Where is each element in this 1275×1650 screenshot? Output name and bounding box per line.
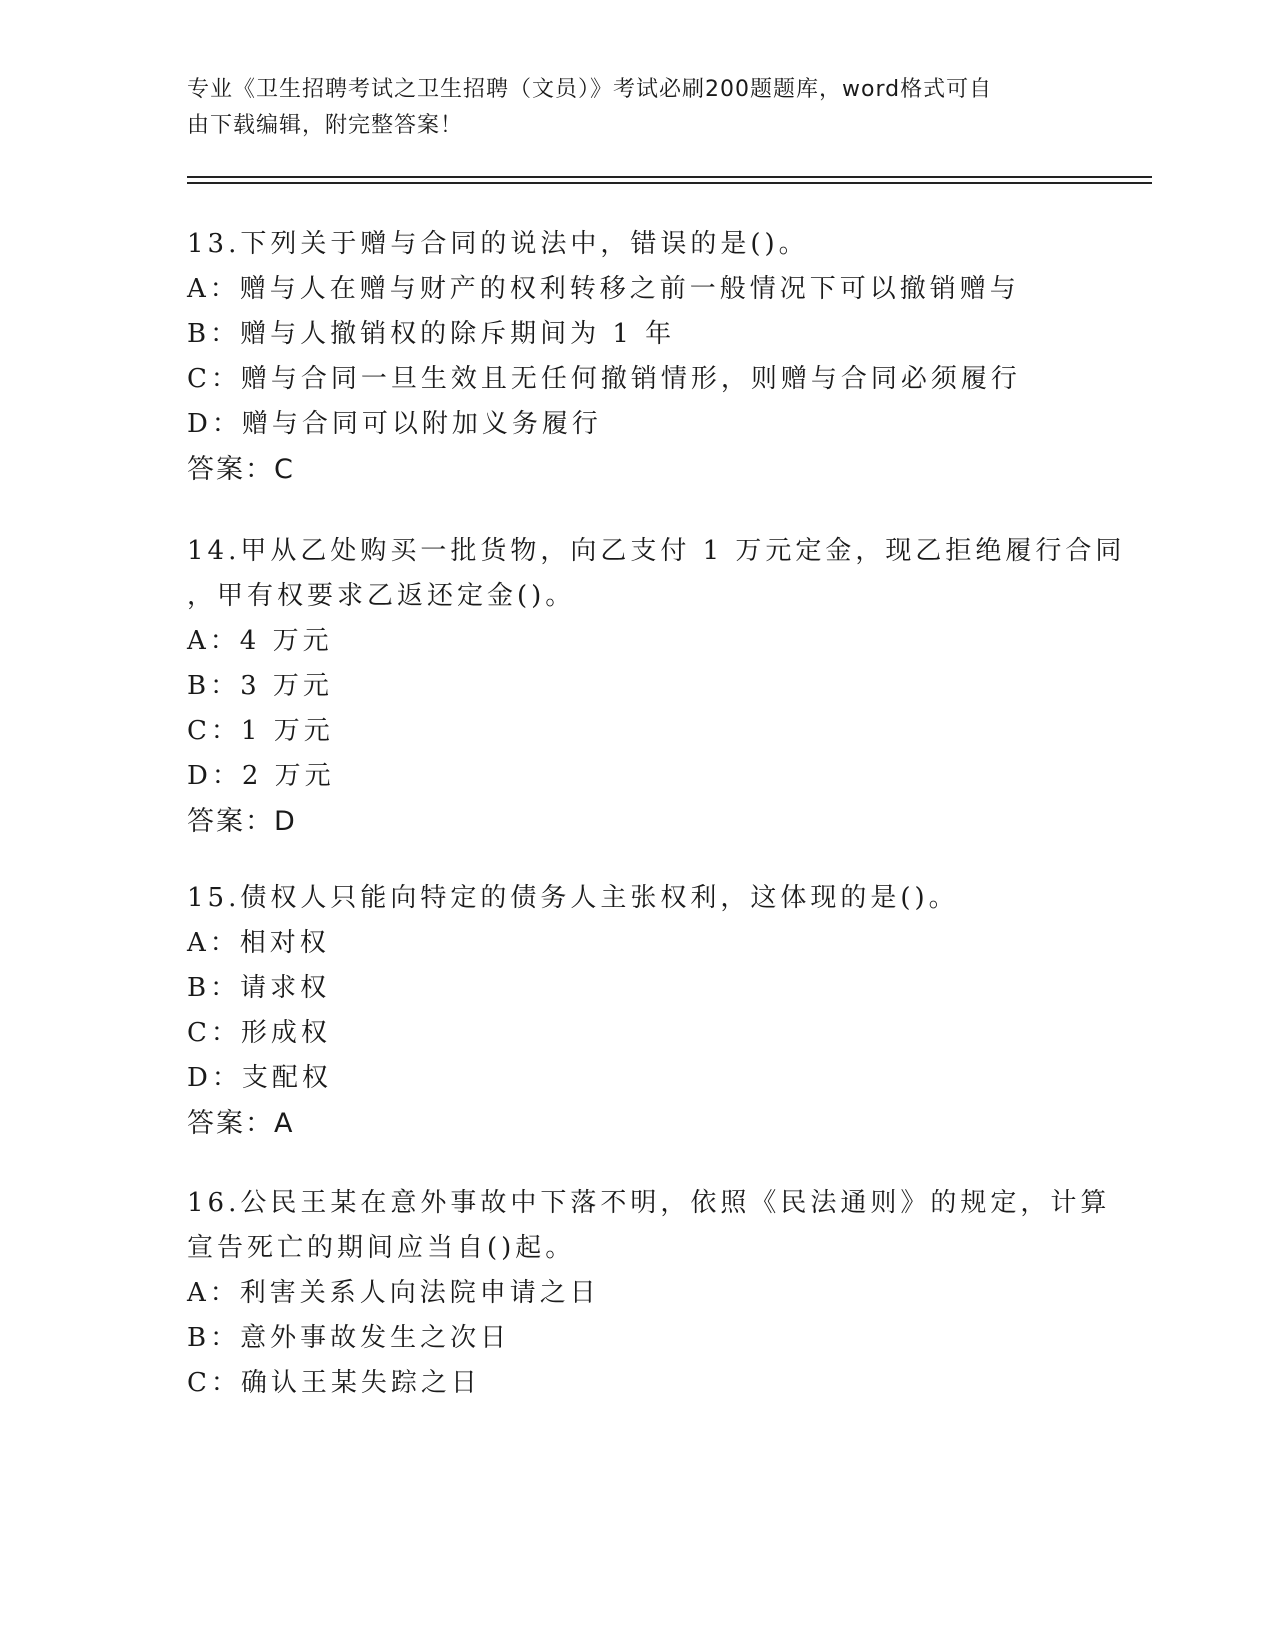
option-a: A：赠与人在赠与财产的权利转移之前一般情况下可以撤销赠与 <box>187 274 1020 304</box>
question-13 <box>187 222 1087 492</box>
question-stem <box>187 222 1087 267</box>
option-d: D：2 万元 <box>187 761 335 791</box>
option-c: C：1 万元 <box>187 716 334 746</box>
question-stem <box>187 876 1087 921</box>
option-b: B：赠与人撤销权的除斥期间为 1 年 <box>187 319 676 349</box>
header-divider-bottom <box>187 182 1152 184</box>
header-line-1: 专业《卫生招聘考试之卫生招聘（文员）》考试必刷200题题库，word格式可自 <box>187 77 993 102</box>
option-b: B：请求权 <box>187 973 331 1003</box>
question-stem <box>187 529 1126 619</box>
question-15 <box>187 876 1087 1146</box>
header-line-2: 由下载编辑，附完整答案！ <box>187 113 464 138</box>
question-stem <box>187 1181 1111 1271</box>
option-c: C：形成权 <box>187 1018 331 1048</box>
option-d: D：支配权 <box>187 1063 332 1093</box>
option-b: B：意外事故发生之次日 <box>187 1323 511 1353</box>
stem-line: 宣告死亡的期间应当自()起。 <box>187 1233 576 1263</box>
answer: 答案：A <box>187 1108 295 1139</box>
option-a: A：相对权 <box>187 928 330 958</box>
question-14 <box>187 529 1126 844</box>
option-c: C：确认王某失踪之日 <box>187 1368 481 1398</box>
option-d: D：赠与合同可以附加义务履行 <box>187 409 602 439</box>
option-a: A：利害关系人向法院申请之日 <box>187 1278 600 1308</box>
answer: 答案：D <box>187 806 297 837</box>
stem-line: 15.债权人只能向特定的债务人主张权利，这体现的是()。 <box>187 883 959 913</box>
header-divider-top <box>187 176 1152 178</box>
option-c: C：赠与合同一旦生效且无任何撤销情形，则赠与合同必须履行 <box>187 364 1021 394</box>
question-16 <box>187 1181 1111 1406</box>
option-b: B：3 万元 <box>187 671 333 701</box>
stem-line: 16.公民王某在意外事故中下落不明，依照《民法通则》的规定，计算 <box>187 1188 1111 1218</box>
stem-line: 14.甲从乙处购买一批货物，向乙支付 1 万元定金，现乙拒绝履行合同 <box>187 536 1126 566</box>
document-header <box>187 72 1067 144</box>
answer: 答案：C <box>187 454 295 485</box>
stem-line: 13.下列关于赠与合同的说法中，错误的是()。 <box>187 229 809 259</box>
option-a: A：4 万元 <box>187 626 333 656</box>
stem-line: ，甲有权要求乙返还定金()。 <box>187 581 576 611</box>
